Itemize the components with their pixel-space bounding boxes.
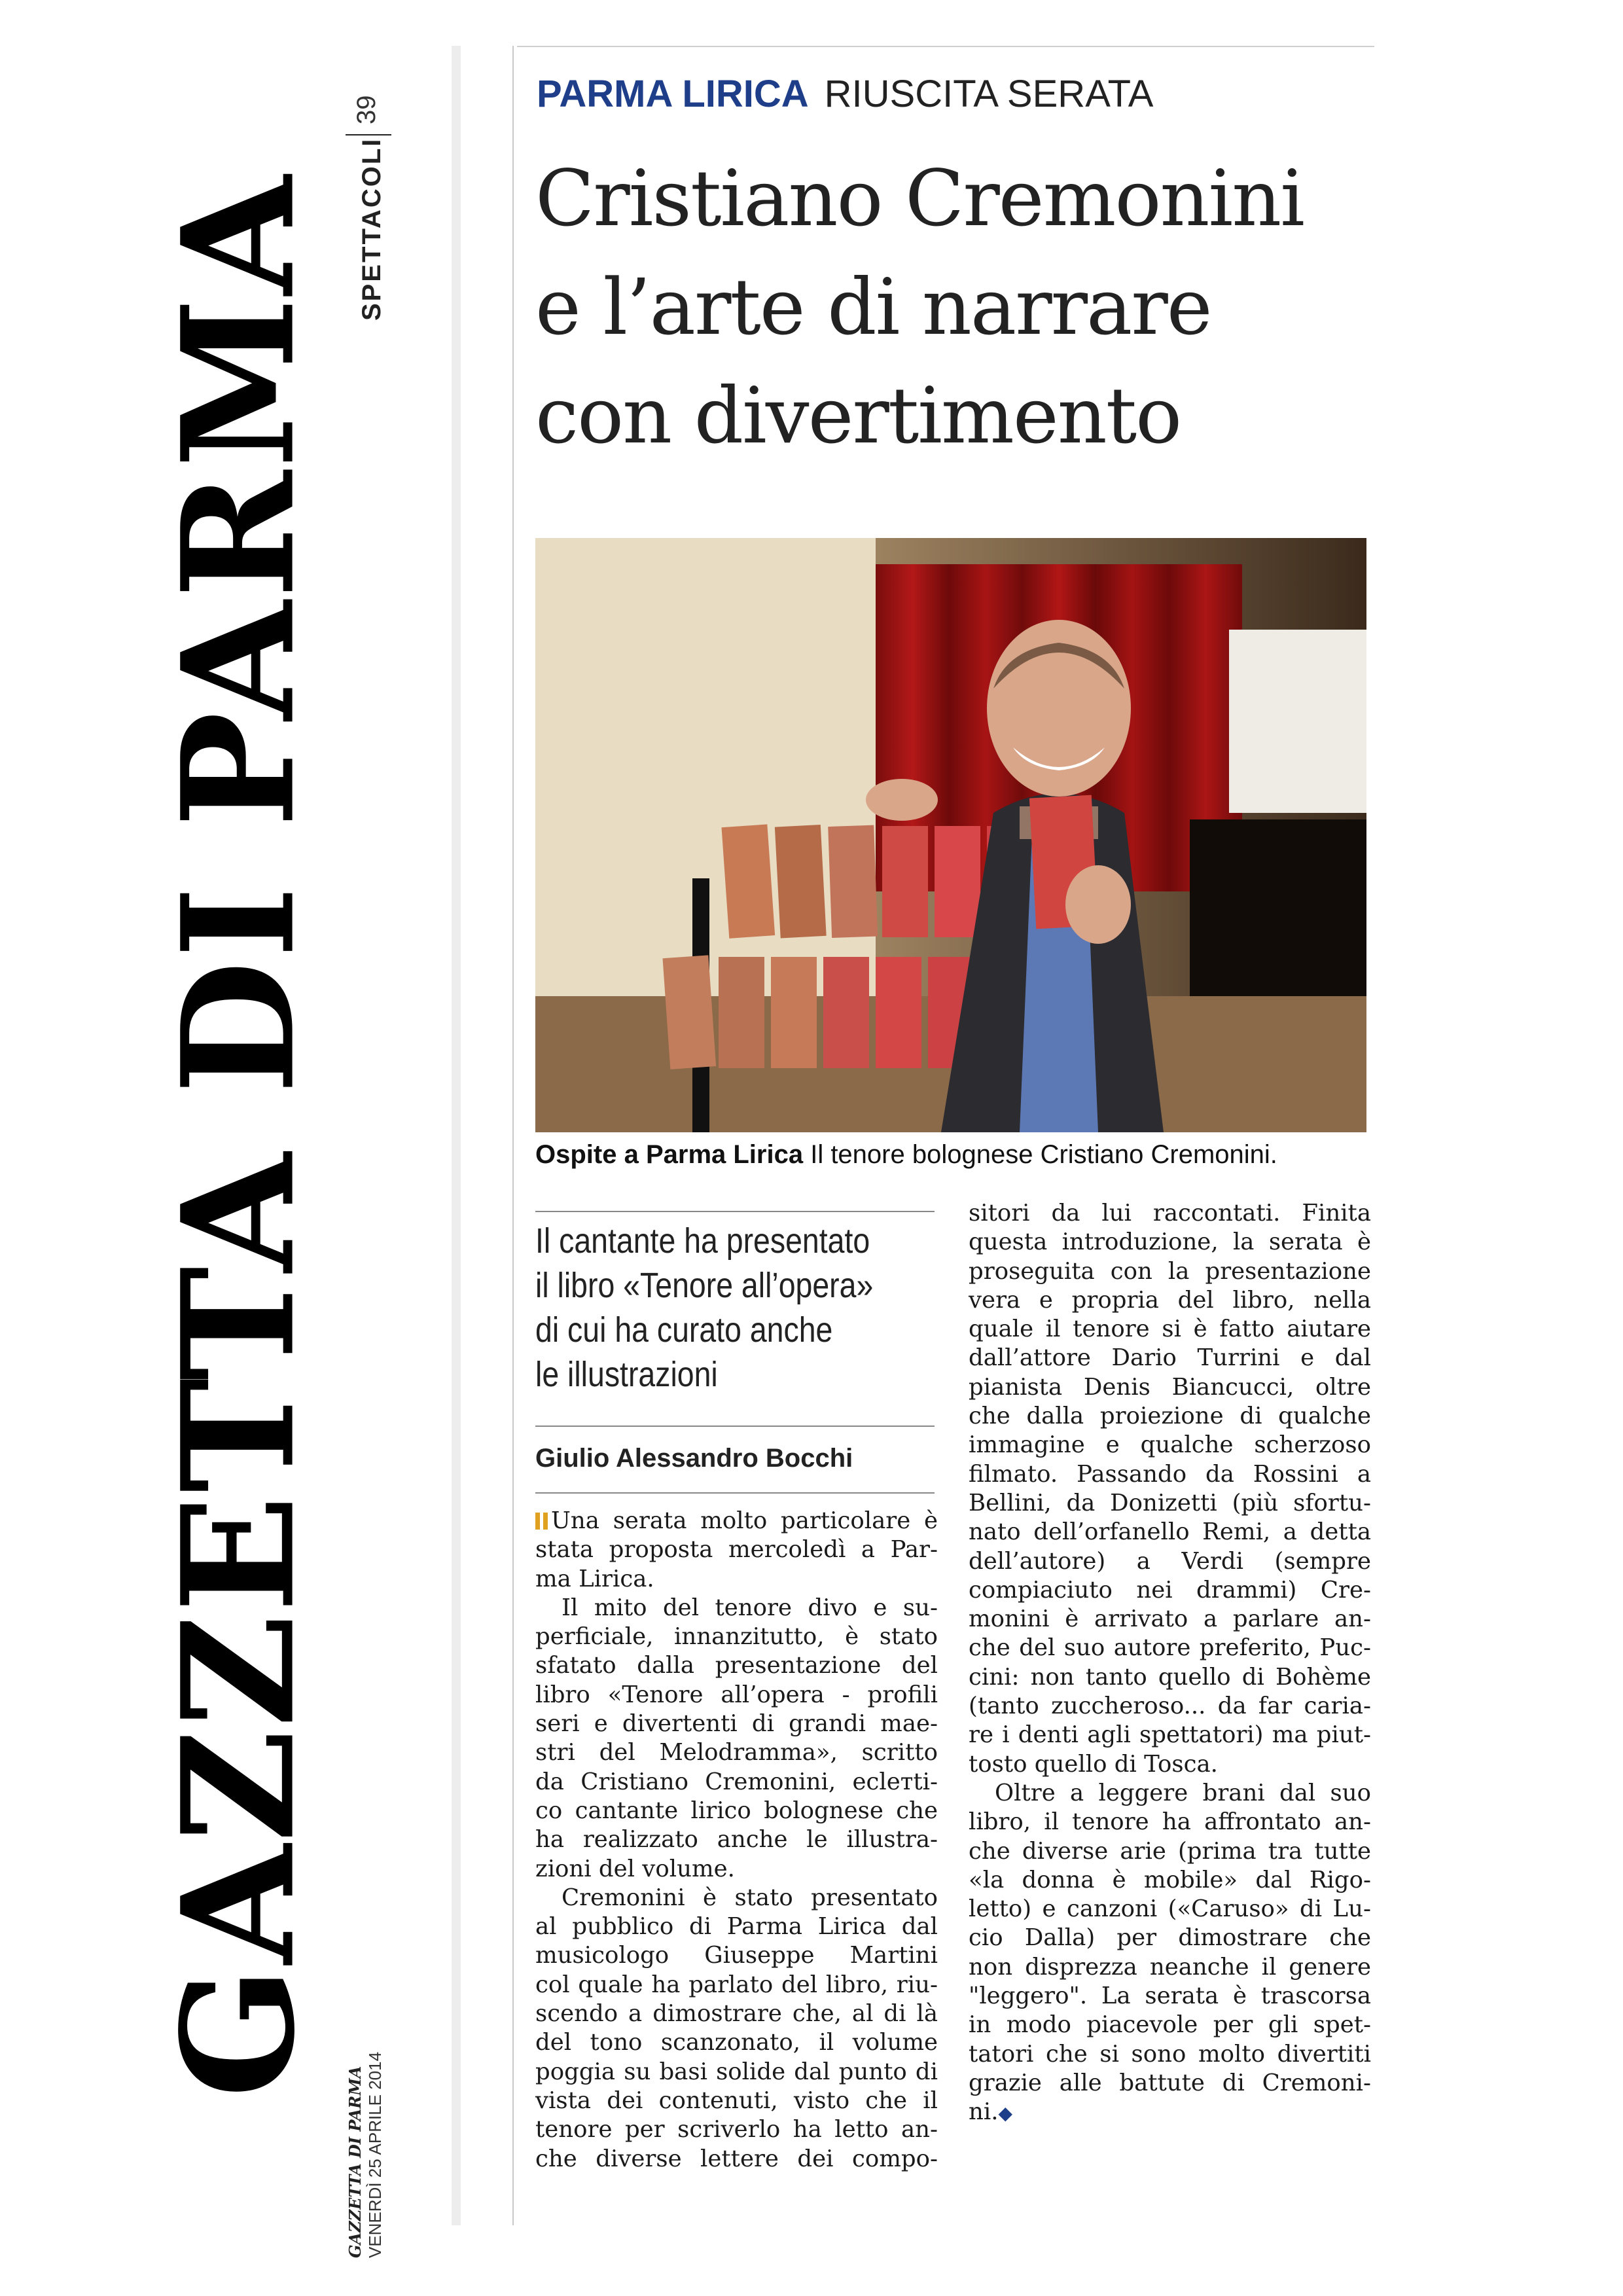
body-line: dall’attore Dario Turrini e dal — [969, 1344, 1371, 1372]
body-line: cio Dalla) per dimostrare che — [969, 1924, 1371, 1952]
body-line: quale il tenore si è fatto aiutare — [969, 1316, 1371, 1343]
top-rule — [517, 46, 1374, 47]
body-line: grazie alle battute di Cremoni- — [969, 2069, 1371, 2096]
deck-top-rule — [535, 1211, 935, 1212]
body-line: sfatato dalla presentazione del — [535, 1652, 938, 1679]
body-line: scendo a dimostrare che, al di là — [535, 2000, 938, 2028]
end-diamond-icon: ◆ — [998, 2102, 1013, 2125]
body-line: compiaciuto nei drammi) Cre- — [969, 1576, 1371, 1604]
section-label: SPETTACOLI — [357, 137, 386, 321]
byline: Giulio Alessandro Bocchi — [535, 1444, 853, 1473]
body-line: vista dei contenuti, visto che il — [535, 2087, 938, 2114]
body-line: co cantante lirico bolognese che — [535, 1797, 938, 1824]
body-line: tenore per scriverlo ha letto an- — [535, 2116, 938, 2144]
page-divider — [346, 134, 391, 135]
headline — [535, 144, 1380, 470]
body-line: filmato. Passando da Rossini a — [969, 1460, 1371, 1488]
kicker-tag: PARMA LIRICA — [537, 73, 809, 115]
deck-line: le illustrazioni — [535, 1355, 718, 1394]
body-line: "leggero". La serata è trascorsa — [969, 1982, 1371, 2010]
body-line: sitori da lui raccontati. Finita — [969, 1200, 1371, 1227]
deck-line: di cui ha curato anche — [535, 1310, 833, 1350]
kicker — [537, 72, 1153, 116]
body-line: che del suo autore preferito, Puc- — [969, 1634, 1371, 1662]
deck — [535, 1219, 884, 1397]
body-line: stata proposta mercoledì a Par- — [535, 1536, 938, 1564]
newspaper-masthead — [149, 46, 330, 2225]
body-line: musicologo Giuseppe Martini — [535, 1942, 938, 1969]
body-line: pianista Denis Biancucci, oltre — [969, 1373, 1371, 1401]
body-line: proseguita con la presentazione — [969, 1257, 1371, 1285]
photo-illustration — [535, 538, 1366, 1132]
deck-bottom-rule — [535, 1426, 935, 1427]
body-line: immagine e qualche scherzoso — [969, 1431, 1371, 1459]
byline-rule — [535, 1492, 935, 1494]
masthead-text: GAZZETTA DI PARMA — [149, 173, 330, 2098]
body-line: Il mito del tenore divo e su- — [562, 1594, 938, 1621]
body-line: perficiale, innanzitutto, è stato — [535, 1623, 938, 1651]
body-line: Oltre a leggere brani dal suo — [995, 1779, 1371, 1806]
body-line: «la donna è mobile» dal Rigo- — [969, 1866, 1371, 1893]
body-line: del tono scanzonato, il volume — [535, 2029, 938, 2056]
body-line: col quale ha parlato del libro, riu- — [535, 1971, 938, 1998]
margin-band — [452, 46, 461, 2225]
body-line: ha realizzato anche le illustra- — [535, 1826, 938, 1854]
footer-masthead: GAZZETTA DI PARMA — [346, 2066, 365, 2258]
headline-line: e l’arte di narrare — [535, 262, 1211, 352]
body-line: Bellini, da Donizetti (più sfortu- — [969, 1489, 1371, 1516]
kicker-text: RIUSCITA SERATA — [824, 73, 1154, 115]
body-column-2 — [969, 1199, 1371, 2127]
body-line: al pubblico di Parma Lirica dal — [535, 1913, 938, 1941]
paragraph-marker-icon — [535, 1513, 548, 1530]
body-line: poggia su basi solide dal punto di — [535, 2058, 938, 2085]
deck-line: il libro «Tenore all’opera» — [535, 1266, 874, 1305]
page-number: 39 — [352, 95, 381, 124]
caption-text: Il tenore bolognese Cristiano Cremonini. — [803, 1140, 1277, 1169]
body-line: re i denti agli spettatori) ma piut- — [969, 1721, 1371, 1749]
body-line: questa introduzione, la serata è — [969, 1229, 1371, 1256]
column-divider — [512, 46, 514, 2225]
photo-caption — [535, 1140, 1277, 1170]
body-line: dell’autore) a Verdi (sempre — [969, 1547, 1371, 1575]
body-line: zioni del volume. — [535, 1855, 735, 1882]
body-line: libro «Tenore all’opera - profili — [535, 1681, 938, 1708]
deck-line: Il cantante ha presentato — [535, 1221, 870, 1261]
body-line: Cremonini è stato presentato — [562, 1884, 938, 1911]
caption-bold: Ospite a Parma Lirica — [535, 1140, 804, 1169]
body-line: cini: non tanto quello di Bohème — [969, 1663, 1371, 1691]
body-line: non disprezza neanche il genere — [969, 1953, 1371, 1981]
headline-line: Cristiano Cremonini — [535, 153, 1304, 243]
article-photo — [535, 538, 1366, 1132]
body-line: Una serata molto particolare è — [535, 1507, 938, 1535]
body-line: da Cristiano Cremonini, eclетti- — [535, 1768, 938, 1795]
masthead-strip — [149, 46, 330, 2225]
body-line: che diverse arie (prima tra tutte — [969, 1837, 1371, 1865]
body-line: seri e divertenti di grandi mae- — [535, 1710, 938, 1738]
body-line: tatori che si sono molto divertiti — [969, 2040, 1371, 2068]
body-column-1 — [535, 1507, 938, 2174]
body-line: tosto quello di Tosca. — [969, 1750, 1218, 1778]
body-line: letto) e canzoni («Caruso» di Lu- — [969, 1895, 1371, 1923]
body-line: vera e propria del libro, nella — [969, 1286, 1371, 1314]
body-line: libro, il tenore ha affrontato an- — [969, 1808, 1371, 1836]
body-line: ni.◆ — [969, 2098, 1013, 2126]
headline-line: con divertimento — [535, 370, 1181, 461]
body-line: monini è arrivato a parlare an- — [969, 1605, 1371, 1633]
page-info-strip — [346, 46, 398, 2258]
publication-date: VENERDÌ 25 APRILE 2014 — [365, 2051, 385, 2258]
body-line: che dalla proiezione di qualche — [969, 1403, 1371, 1430]
body-line: nato dell’orfanello Remi, a detta — [969, 1518, 1371, 1546]
body-line: che diverse lettere dei compo- — [535, 2145, 938, 2172]
body-line: (tanto zuccheroso... da far caria- — [969, 1693, 1371, 1720]
body-line: stri del Melodramma», scritto — [535, 1739, 938, 1767]
body-line: in modo piacevole per gli spet- — [969, 2011, 1371, 2039]
body-line: ma Lirica. — [535, 1565, 654, 1592]
